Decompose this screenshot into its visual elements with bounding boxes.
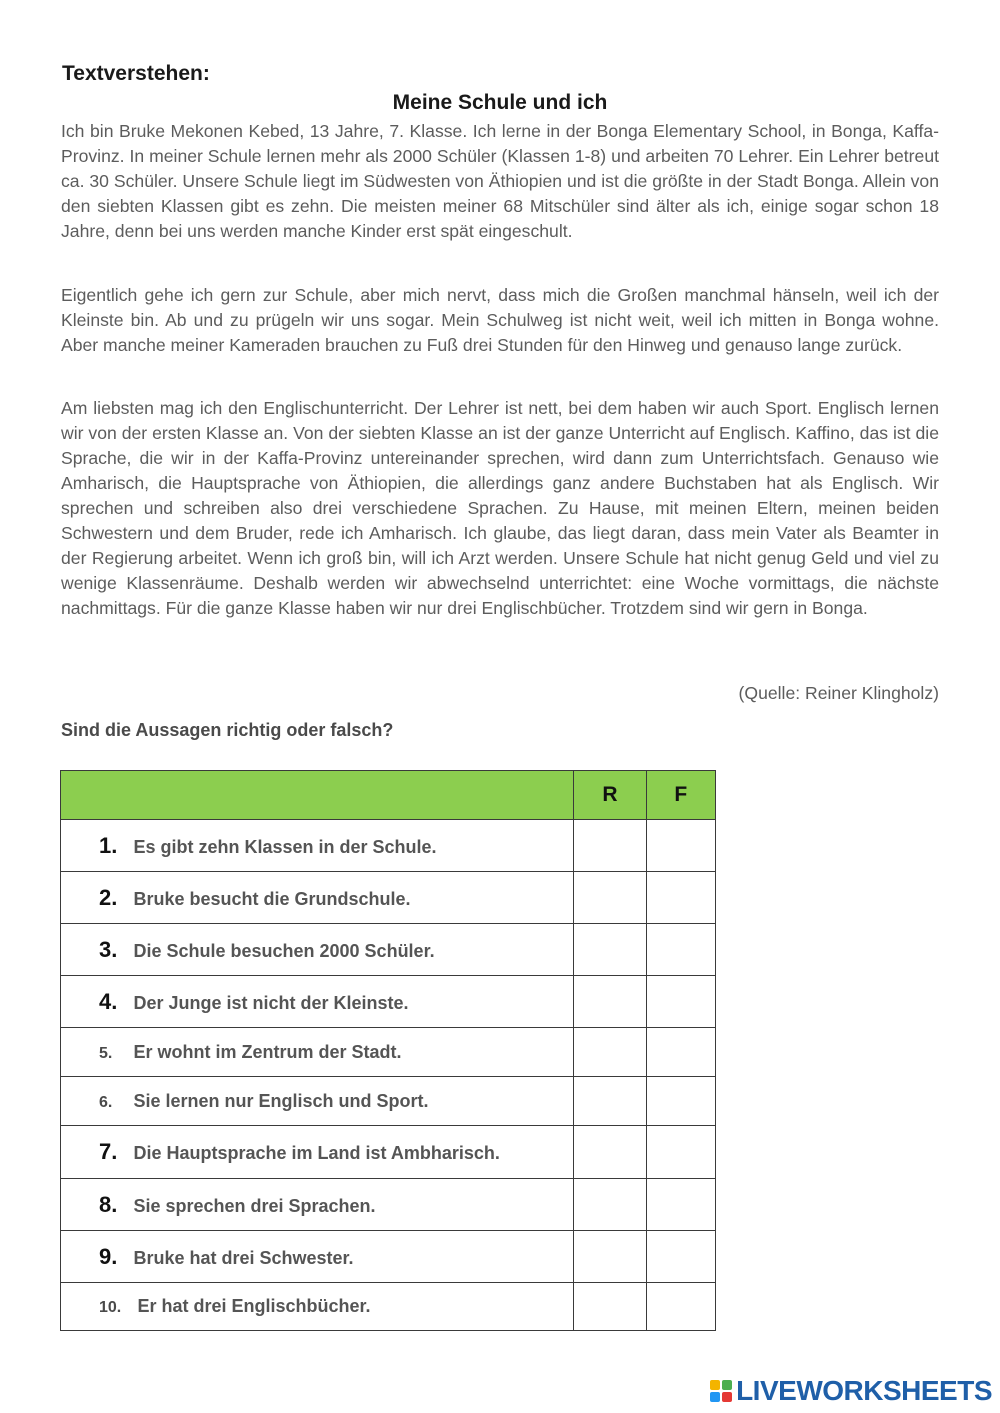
table-header-row bbox=[61, 771, 716, 820]
answer-f-10[interactable] bbox=[646, 1283, 715, 1331]
logo-square-icon bbox=[722, 1380, 732, 1390]
answer-f-6[interactable] bbox=[646, 1077, 715, 1126]
table-row bbox=[61, 976, 716, 1028]
answer-r-3[interactable] bbox=[574, 924, 646, 976]
statement-number: 9. bbox=[99, 1243, 118, 1269]
logo-text: LIVEWORKSHEETS bbox=[736, 1375, 992, 1406]
answer-r-9[interactable] bbox=[574, 1231, 646, 1283]
answer-r-4[interactable] bbox=[574, 976, 646, 1028]
document-title: Meine Schule und ich bbox=[392, 91, 608, 114]
table-row bbox=[61, 872, 716, 924]
quiz-question: Sind die Aussagen richtig oder falsch? bbox=[61, 720, 394, 740]
paragraph-3: Am liebsten mag ich den Englischunterricht. Der Lehrer ist nett, bei dem haben wir auch Sport. Englisch lernen wir von der ersten Klasse an. Von der siebten Klasse an ist der ganze Unterricht auf Englisch. Kaffino, das ist die Sprache, die wir in der Kaffa-Provinz untereinander sprechen, wird dann zum Unterrichtsfach. Genauso wie Amharisch, die Hauptsprache von Äthiopien, die allerdings ganz andere Buchstaben hat als Englisch. Wir sprechen und schreiben also drei verschiedene Sprachen. Zu Hause, mit meinen Eltern, meinen beiden Schwestern und dem Bruder, rede ich Amharisch. Ich glaube, das liegt daran, dass mein Vater als Beamter in der Regierung arbeitet. Wenn ich groß bin, will ich Arzt werden. Unsere Schule hat nicht genug Geld und viel zu wenige Klassenräume. Deshalb werden wir abwechselnd unterrichtet: eine Woche vormittags, die nächste nachmittags. Für die ganze Klasse haben wir nur drei Englischbücher. Trotzdem sind wir gern in Bonga. bbox=[61, 398, 939, 618]
statement-number: 5. bbox=[99, 1044, 113, 1062]
statement-cell bbox=[61, 924, 574, 976]
statement-cell bbox=[61, 1179, 574, 1231]
statement-text: Sie sprechen drei Sprachen. bbox=[133, 1195, 376, 1216]
logo-square-icon bbox=[710, 1392, 720, 1402]
answer-f-7[interactable] bbox=[646, 1126, 715, 1179]
answer-f-8[interactable] bbox=[646, 1179, 715, 1231]
statement-cell bbox=[61, 872, 574, 924]
statement-number: 10. bbox=[99, 1299, 122, 1316]
logo-square-icon bbox=[722, 1392, 732, 1402]
statement-header bbox=[61, 771, 574, 820]
answer-r-6[interactable] bbox=[574, 1077, 646, 1126]
answer-f-4[interactable] bbox=[646, 976, 715, 1028]
statement-text: Bruke besucht die Grundschule. bbox=[133, 888, 411, 909]
answer-r-10[interactable] bbox=[574, 1283, 646, 1331]
richtig-header: R bbox=[574, 771, 646, 820]
statement-text: Der Junge ist nicht der Kleinste. bbox=[133, 992, 409, 1013]
table-row bbox=[61, 1283, 716, 1331]
table-row bbox=[61, 924, 716, 976]
logo-square-icon bbox=[710, 1380, 720, 1390]
paragraph-2: Eigentlich gehe ich gern zur Schule, aber mich nervt, dass mich die Großen manchmal hänseln, weil ich der Kleinste bin. Ab und zu prügeln wir uns sogar. Mein Schulweg ist nicht weit, weil ich mitten in Bonga wohne. Aber manche meiner Kameraden brauchen zu Fuß drei Stunden für den Hinweg und genauso lange zurück. bbox=[61, 285, 939, 355]
statement-text: Die Hauptsprache im Land ist Ambharisch. bbox=[133, 1143, 500, 1163]
answer-r-1[interactable] bbox=[574, 820, 646, 872]
statement-number: 6. bbox=[99, 1093, 113, 1111]
statement-cell bbox=[61, 1028, 574, 1077]
table-row bbox=[61, 1231, 716, 1283]
statement-number: 2. bbox=[99, 884, 118, 910]
paragraph-1: Ich bin Bruke Mekonen Kebed, 13 Jahre, 7. Klasse. Ich lerne in der Bonga Elementary School, in Bonga, Kaffa-Provinz. In meiner Schule lernen mehr als 2000 Schüler (Klassen 1-8) und arbeiten 70 Lehrer. Ein Lehrer betreut ca. 30 Schüler. Unsere Schule liegt im Südwesten von Äthiopien und ist die größte in der Stadt Bonga. Allein von den siebten Klassen gibt es zehn. Die meisten meiner 68 Mitschüler sind älter als ich, einige sogar schon 18 Jahre, denn bei uns werden manche Kinder erst spät eingeschult. bbox=[61, 121, 939, 241]
answer-r-7[interactable] bbox=[574, 1126, 646, 1179]
source-citation: (Quelle: Reiner Klingholz) bbox=[738, 683, 939, 703]
answer-r-8[interactable] bbox=[574, 1179, 646, 1231]
statement-number: 8. bbox=[99, 1191, 118, 1217]
falsch-header: F bbox=[646, 771, 715, 820]
statement-text: Es gibt zehn Klassen in der Schule. bbox=[133, 836, 437, 857]
answer-f-5[interactable] bbox=[646, 1028, 715, 1077]
answer-f-9[interactable] bbox=[646, 1231, 715, 1283]
table-row bbox=[61, 820, 716, 872]
answer-f-2[interactable] bbox=[646, 872, 715, 924]
section-title: Textverstehen: bbox=[62, 62, 210, 85]
table-row bbox=[61, 1028, 716, 1077]
answer-r-5[interactable] bbox=[574, 1028, 646, 1077]
liveworksheets-logo-icon bbox=[710, 1380, 732, 1402]
statement-cell bbox=[61, 1231, 574, 1283]
table-row bbox=[61, 1126, 716, 1179]
statement-text: Sie lernen nur Englisch und Sport. bbox=[133, 1090, 429, 1111]
statement-text: Er hat drei Englischbücher. bbox=[137, 1296, 371, 1316]
statement-number: 4. bbox=[99, 988, 118, 1014]
answer-f-3[interactable] bbox=[646, 924, 715, 976]
statement-number: 1. bbox=[99, 832, 118, 858]
statement-text: Er wohnt im Zentrum der Stadt. bbox=[133, 1041, 402, 1062]
answer-r-2[interactable] bbox=[574, 872, 646, 924]
statement-number: 3. bbox=[99, 936, 118, 962]
table-row bbox=[61, 1077, 716, 1126]
statement-number: 7. bbox=[99, 1139, 118, 1164]
statement-cell bbox=[61, 1077, 574, 1126]
statement-text: Die Schule besuchen 2000 Schüler. bbox=[133, 940, 435, 961]
statement-cell bbox=[61, 1126, 574, 1179]
table-row bbox=[61, 1179, 716, 1231]
statement-text: Bruke hat drei Schwester. bbox=[133, 1247, 354, 1268]
statement-cell bbox=[61, 1283, 574, 1331]
answer-table bbox=[60, 770, 716, 1331]
statement-cell bbox=[61, 976, 574, 1028]
statement-cell bbox=[61, 820, 574, 872]
liveworksheets-logo bbox=[710, 1375, 992, 1407]
answer-f-1[interactable] bbox=[646, 820, 715, 872]
